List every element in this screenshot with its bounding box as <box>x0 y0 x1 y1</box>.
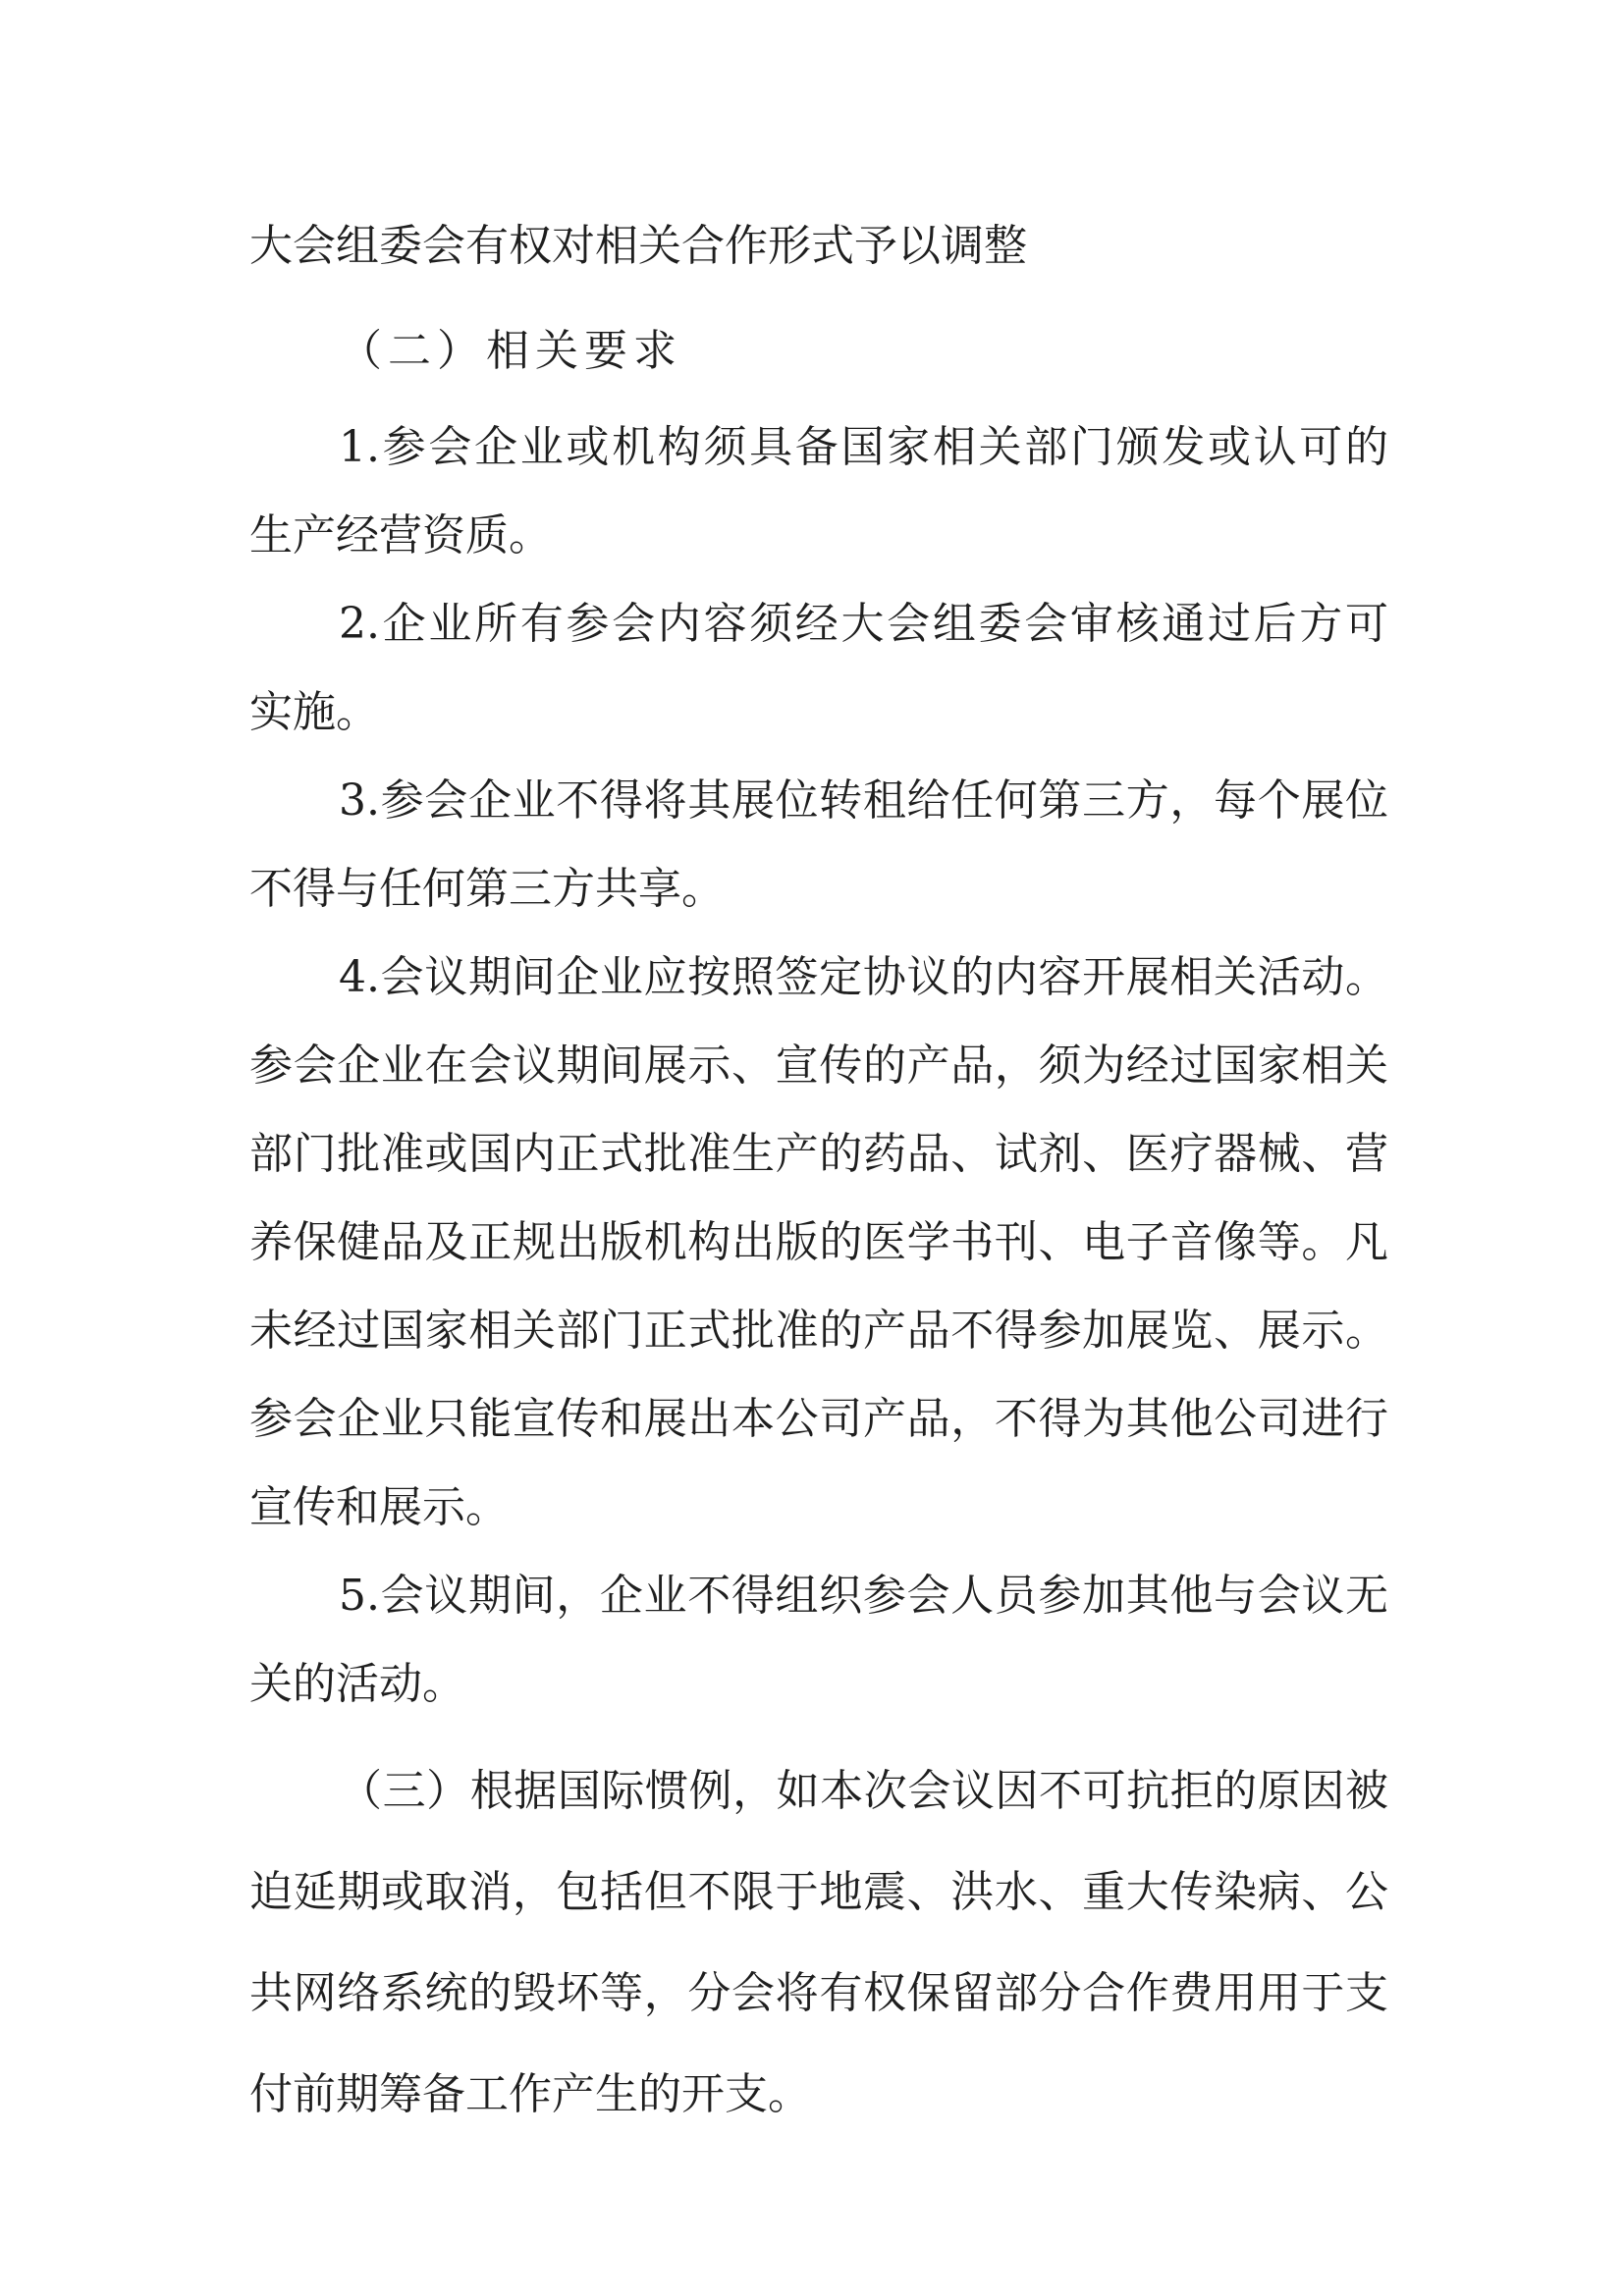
item-3-line-2: 不得与任何第三方共享。 <box>249 864 725 914</box>
item-1-line-2: 生产经营资质。 <box>249 510 552 561</box>
item-4-line-1: 4.会议期间企业应按照签定协议的内容开展相关活动。 <box>339 952 1388 1002</box>
section-3-line-2: 迫延期或取消，包括但不限于地震、洪水、重大传染病、公 <box>249 1867 1388 1917</box>
item-4-line-6: 参会企业只能宣传和展出本公司产品，不得为其他公司进行 <box>249 1394 1388 1444</box>
item-2-line-1: 2.企业所有参会内容须经大会组委会审核通过后方可 <box>339 599 1388 649</box>
section-3-line-1: （三）根据国际惯例，如本次会议因不可抗拒的原因被 <box>339 1766 1388 1816</box>
item-2-line-2: 实施。 <box>249 687 379 737</box>
section-3-line-4: 付前期筹备工作产生的开支。 <box>249 2069 811 2119</box>
item-4-line-7: 宣传和展示。 <box>249 1482 509 1532</box>
section-2-heading: （二）相关要求 <box>339 326 682 376</box>
item-3-line-1: 3.参会企业不得将其展位转租给任何第三方，每个展位 <box>339 775 1388 826</box>
item-5-line-2: 关的活动。 <box>249 1659 465 1709</box>
continuation-line: 大会组委会有权对相关合作形式予以调整 <box>249 221 1027 271</box>
item-5-line-1: 5.会议期间，企业不得组织参会人员参加其他与会议无 <box>339 1571 1388 1621</box>
item-1-line-1: 1.参会企业或机构须具备国家相关部门颁发或认可的 <box>339 422 1388 472</box>
item-4-line-4: 养保健品及正规出版机构出版的医学书刊、电子音像等。凡 <box>249 1217 1388 1267</box>
section-3-line-3: 共网络系统的毁坏等，分会将有权保留部分合作费用用于支 <box>249 1968 1388 2018</box>
item-4-line-2: 参会企业在会议期间展示、宣传的产品，须为经过国家相关 <box>249 1041 1388 1091</box>
item-4-line-3: 部门批准或国内正式批准生产的药品、试剂、医疗器械、营 <box>249 1129 1388 1179</box>
item-4-line-5: 未经过国家相关部门正式批准的产品不得参加展览、展示。 <box>249 1306 1388 1356</box>
